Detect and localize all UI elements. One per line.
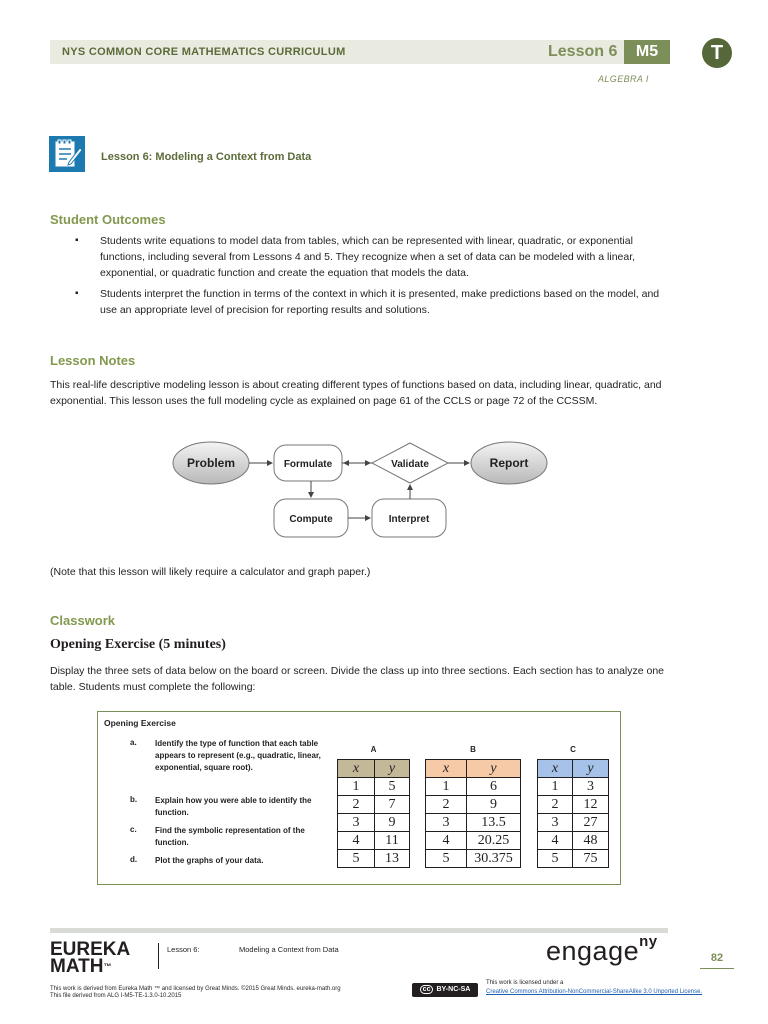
table-row	[426, 814, 521, 832]
curriculum-title: NYS COMMON CORE MATHEMATICS CURRICULUM	[62, 46, 346, 58]
table-row	[538, 778, 609, 796]
table-header-y: y	[375, 760, 410, 778]
item-letter-b: b.	[130, 795, 138, 804]
table-row	[338, 796, 410, 814]
table-row	[338, 850, 410, 868]
table-header-x: x	[426, 760, 467, 778]
table-header-y: y	[467, 760, 521, 778]
teacher-badge: T	[702, 38, 732, 68]
engageny-logo	[546, 933, 658, 967]
notepad-icon	[49, 136, 85, 172]
table-cell: 13	[375, 850, 410, 868]
table-row	[338, 832, 410, 850]
table-header-x: x	[538, 760, 573, 778]
eureka-math-logo	[50, 941, 130, 975]
interpret-label: Interpret	[388, 514, 430, 525]
table-row	[426, 832, 521, 850]
table-cell: 3	[338, 814, 375, 832]
table-cell: 5	[426, 850, 467, 868]
table-b	[425, 759, 521, 868]
table-cell: 27	[573, 814, 609, 832]
table-cell: 2	[426, 796, 467, 814]
table-c-label: C	[570, 745, 576, 754]
outcomes-list	[50, 233, 675, 323]
table-cell: 12	[573, 796, 609, 814]
table-a	[337, 759, 410, 868]
item-text-c: Find the symbolic representation of the function.	[155, 826, 305, 847]
license-link[interactable]: Creative Commons Attribution-NonCommercial-ShareAlike 3.0 Unported License.	[486, 989, 703, 995]
problem-label: Problem	[186, 456, 236, 470]
table-row	[338, 778, 410, 796]
table-cell: 75	[573, 850, 609, 868]
license-line-1: This work is licensed under a	[486, 980, 564, 986]
table-cell: 2	[538, 796, 573, 814]
table-cell: 13.5	[467, 814, 521, 832]
logo-line-2: MATH	[50, 956, 104, 977]
footer-lesson-label: Lesson 6:	[167, 945, 200, 954]
report-label: Report	[489, 456, 529, 470]
table-row	[538, 814, 609, 832]
exercise-instructions: Display the three sets of data below on the board or screen. Divide the class up into three sections. Each section has to analyze one table. Students must complete the following:	[50, 665, 665, 693]
page-number: 82	[710, 952, 724, 964]
table-row	[426, 796, 521, 814]
footer-bar	[50, 928, 668, 933]
table-header-y: y	[573, 760, 609, 778]
table-cell: 1	[426, 778, 467, 796]
table-cell: 2	[338, 796, 375, 814]
logo-tm: ™	[103, 962, 112, 971]
cc-license-badge	[412, 983, 478, 997]
table-cell: 4	[426, 832, 467, 850]
table-cell: 7	[375, 796, 410, 814]
table-row	[338, 814, 410, 832]
modeling-cycle-diagram	[170, 436, 560, 546]
table-header-x: x	[338, 760, 375, 778]
item-text-b: Explain how you were able to identify the function.	[155, 796, 312, 817]
compute-label: Compute	[289, 514, 333, 525]
table-cell: 1	[538, 778, 573, 796]
notes-paragraph: This real-life descriptive modeling lesson is about creating different types of functions based on data, including linear, quadratic, and exponential. This lesson uses the full modeling cycle as explained on page 61 of the CCLS or page 72 of the CCSSM.	[50, 379, 662, 407]
footer-divider	[158, 943, 159, 969]
outcomes-heading: Student Outcomes	[50, 212, 166, 227]
table-row	[538, 850, 609, 868]
logo-line-1: EUREKA	[50, 939, 131, 960]
table-cell: 1	[338, 778, 375, 796]
table-cell: 9	[375, 814, 410, 832]
list-item: ▪ Students interpret the function in terms of the context in which it is presented, make predictions based on the model, and use an appropriate level of precision for reporting results and solutions.	[50, 286, 675, 318]
table-row	[426, 850, 521, 868]
table-cell: 3	[426, 814, 467, 832]
list-item: ▪ Students write equations to model data from tables, which can be represented with linear, quadratic, or exponential functions, including several from Lessons 4 and 5. They recognize when a set of data can be modeled with a linear, exponential, or quadratic function and create the equation that models the data.	[50, 233, 675, 281]
table-cell: 9	[467, 796, 521, 814]
table-cell: 20.25	[467, 832, 521, 850]
engage-sup: ny	[639, 933, 658, 950]
item-text-d: Plot the graphs of your data.	[155, 856, 264, 865]
classwork-heading: Classwork	[50, 613, 116, 628]
table-row	[538, 832, 609, 850]
exercise-title: Opening Exercise (5 minutes)	[50, 637, 226, 652]
cc-icon: cc	[420, 985, 434, 994]
table-cell: 11	[375, 832, 410, 850]
item-letter-a: a.	[130, 738, 137, 747]
table-b-label: B	[470, 745, 476, 754]
table-cell: 48	[573, 832, 609, 850]
table-cell: 4	[338, 832, 375, 850]
cc-badge-text: BY-NC-SA	[436, 986, 471, 993]
lesson-label: Lesson 6	[548, 43, 618, 60]
credit-line-2: This file derived from ALG I-M5-TE-1.3.0-10.2015	[50, 993, 182, 999]
table-cell: 30.375	[467, 850, 521, 868]
lesson-title: Lesson 6: Modeling a Context from Data	[101, 151, 312, 163]
table-c	[537, 759, 609, 868]
table-cell: 3	[538, 814, 573, 832]
table-cell: 5	[338, 850, 375, 868]
table-cell: 5	[375, 778, 410, 796]
formulate-label: Formulate	[283, 459, 333, 470]
table-cell: 4	[538, 832, 573, 850]
exercise-box-title: Opening Exercise	[104, 718, 176, 728]
table-cell: 3	[573, 778, 609, 796]
table-cell: 6	[467, 778, 521, 796]
notes-heading: Lesson Notes	[50, 353, 136, 368]
subject-label: ALGEBRA I	[598, 74, 649, 84]
item-text-a: Identify the type of function that each table appears to represent (e.g., quadratic, linear, exponential, square root).	[155, 739, 321, 772]
footer-lesson-name: Modeling a Context from Data	[239, 945, 339, 954]
table-row	[426, 778, 521, 796]
page-number-underline	[700, 968, 734, 969]
table-a-label: A	[370, 745, 377, 754]
credit-line-1: This work is derived from Eureka Math ™ and licensed by Great Minds. ©2015 Great Minds. eureka-math.org	[50, 986, 341, 992]
table-row	[538, 796, 609, 814]
calculator-note: (Note that this lesson will likely require a calculator and graph paper.)	[50, 566, 371, 578]
table-cell: 5	[538, 850, 573, 868]
validate-label: Validate	[391, 459, 429, 470]
module-badge: M5	[624, 40, 670, 64]
item-letter-c: c.	[130, 825, 137, 834]
item-letter-d: d.	[130, 855, 138, 864]
engage-text: engage	[546, 936, 640, 966]
